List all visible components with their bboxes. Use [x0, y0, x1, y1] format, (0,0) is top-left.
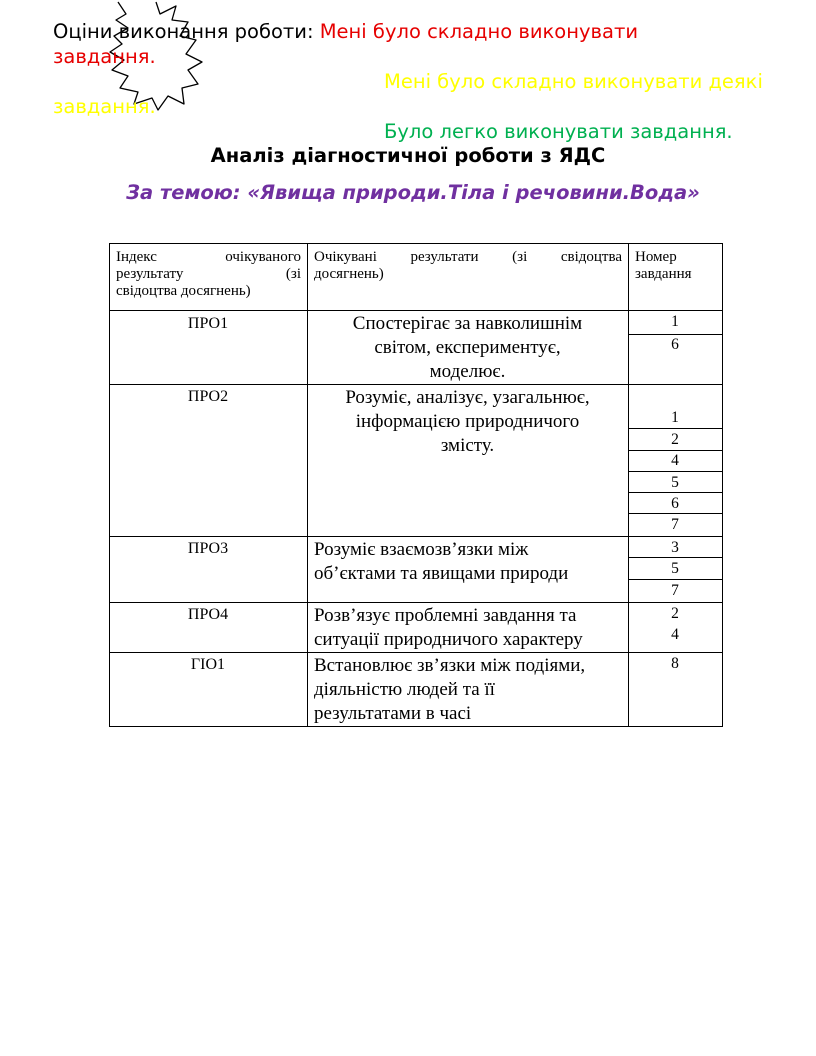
row-border: [109, 652, 723, 653]
result-line: діяльністю людей та її: [314, 679, 495, 700]
task-number: 4: [671, 626, 679, 643]
result-line: об’єктами та явищами природи: [314, 563, 569, 584]
row-index: ГІО1: [190, 656, 226, 673]
row-border: [109, 602, 723, 603]
evaluation-label: Оціни виконання роботи:: [53, 20, 320, 43]
task-divider: [628, 557, 722, 558]
task-divider: [628, 579, 722, 580]
header-task-number: [635, 249, 720, 283]
result-line: моделює.: [429, 361, 506, 382]
header-task-number-line: Номер: [635, 249, 677, 265]
header-index-line: результату (зі: [116, 266, 301, 282]
result-line: Спостерігає за навколишнім: [352, 313, 583, 334]
header-task-number-line: завдання: [635, 266, 692, 282]
task-divider: [628, 450, 722, 451]
row-index: ПРО1: [187, 315, 229, 332]
result-line: Розуміє взаємозв’язки між: [314, 539, 529, 560]
row-index: ПРО3: [187, 540, 229, 557]
header-index: [116, 249, 301, 300]
result-line: Розв’язує проблемні завдання та: [314, 605, 577, 626]
row-result: [307, 386, 628, 458]
page-title: Аналіз діагностичної роботи з ЯДС: [210, 144, 606, 167]
row-border: [109, 310, 723, 311]
task-divider: [628, 513, 722, 514]
header-index-line: Індекс очікуваного: [116, 249, 301, 265]
page-subtitle: За темою: «Явища природи.Тіла і речовини.Вода»: [126, 181, 700, 204]
task-divider: [628, 334, 722, 335]
result-line: Розуміє, аналізує, узагальнює,: [345, 387, 590, 408]
result-line: змісту.: [440, 435, 495, 456]
header-results: [314, 249, 622, 283]
task-number: 5: [671, 474, 679, 491]
task-number: 2: [671, 605, 679, 622]
option-somewhat-difficult-cont: завдання.: [53, 95, 156, 118]
task-number: 8: [671, 655, 679, 672]
row-result: [314, 654, 626, 726]
task-divider: [628, 471, 722, 472]
task-number: 1: [671, 409, 679, 426]
table-border-bottom: [109, 726, 723, 727]
header-results-line: досягнень): [314, 266, 384, 282]
header-index-line: свідоцтва досягнень): [116, 283, 251, 299]
task-number: 7: [671, 516, 679, 533]
task-number: 4: [671, 452, 679, 469]
result-line: світом, експериментує,: [374, 337, 561, 358]
result-line: Встановлює зв’язки між подіями,: [314, 655, 586, 676]
task-number: 2: [671, 431, 679, 448]
evaluation-line-1: [53, 20, 638, 44]
task-divider: [628, 428, 722, 429]
row-index: ПРО4: [187, 606, 229, 623]
task-number: 7: [671, 582, 679, 599]
row-border: [109, 384, 723, 385]
header-results-line: Очікувані результати (зі свідоцтва: [314, 249, 622, 265]
task-number: 1: [671, 313, 679, 330]
option-easy: Було легко виконувати завдання.: [384, 120, 733, 143]
task-number: 6: [671, 336, 679, 353]
row-result: [314, 604, 626, 652]
result-line: ситуації природничого характеру: [314, 629, 583, 650]
option-difficult: Мені було складно виконувати: [319, 20, 638, 43]
task-number: 6: [671, 495, 679, 512]
option-somewhat-difficult: Мені було складно виконувати деякі: [384, 70, 763, 93]
option-difficult-cont: завдання.: [53, 45, 156, 68]
task-divider: [628, 492, 722, 493]
row-result: [314, 538, 626, 586]
table-border-right: [722, 243, 723, 726]
task-number: 3: [671, 539, 679, 556]
table-border-top: [109, 243, 723, 244]
result-line: інформацією природничого: [355, 411, 580, 432]
row-index: ПРО2: [187, 388, 229, 405]
task-number: 5: [671, 560, 679, 577]
row-result: [307, 312, 628, 384]
row-border: [109, 536, 723, 537]
result-line: результатами в часі: [314, 703, 472, 724]
